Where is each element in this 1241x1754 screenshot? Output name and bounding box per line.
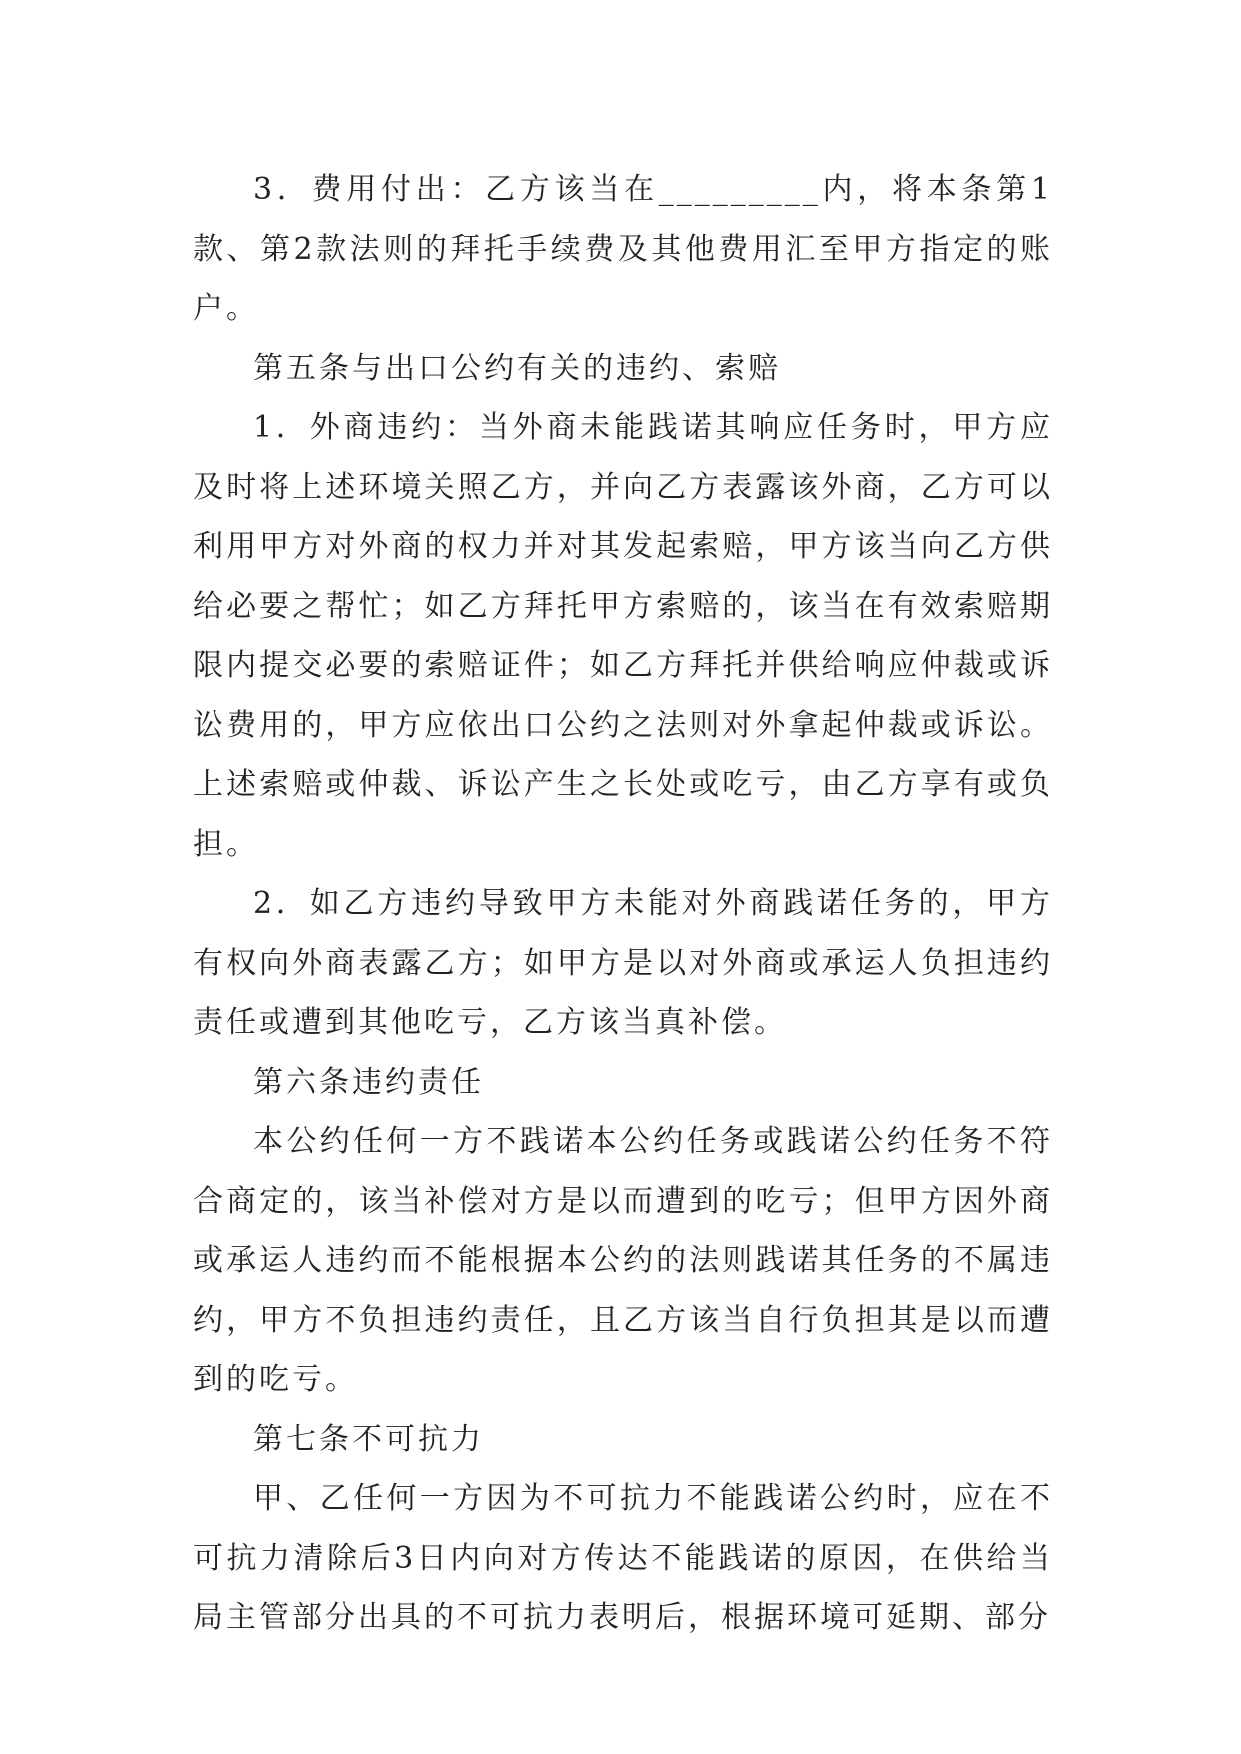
heading-article-5: 第五条与出口公约有关的违约、索赔 bbox=[253, 350, 781, 386]
heading-article-7: 第七条不可抗力 bbox=[253, 1421, 484, 1457]
paragraph-party-b-breach: 2．如乙方违约导致甲方未能对外商践诺任务的，甲方有权向外商表露乙方；如甲方是以对外商或承运人负担违约责任或遭到其他吃亏，乙方该当真补偿。 bbox=[193, 886, 1053, 1040]
paragraph-liability: 本公约任何一方不践诺本公约任务或践诺公约任务不符合商定的，该当补偿对方是以而遭到的吃亏；但甲方因外商或承运人违约而不能根据本公约的法则践诺其任务的不属违约，甲方不负担违约责任，且乙方该当自行负担其是以而遭到的吃亏。 bbox=[193, 1124, 1053, 1397]
paragraph-foreign-breach: 1．外商违约：当外商未能践诺其响应任务时，甲方应及时将上述环境关照乙方，并向乙方表露该外商，乙方可以利用甲方对外商的权力并对其发起索赔，甲方该当向乙方供给必要之帮忙；如乙方拜托甲方索赔的，该当在有效索赔期限内提交必要的索赔证件；如乙方拜托并供给响应仲裁或诉讼费用的，甲方应依出口公约之法则对外拿起仲裁或诉讼。上述索赔或仲裁、诉讼产生之长处或吃亏，由乙方享有或负担。 bbox=[193, 410, 1053, 862]
document-body bbox=[193, 160, 1053, 1648]
paragraph-fee-payment: 3．费用付出：乙方该当在_________内，将本条第1款、第2款法则的拜托手续费及其他费用汇至甲方指定的账户。 bbox=[193, 172, 1053, 326]
heading-article-6: 第六条违约责任 bbox=[253, 1064, 484, 1100]
paragraph-force-majeure: 甲、乙任何一方因为不可抗力不能践诺公约时，应在不可抗力清除后3日内向对方传达不能践诺的原因，在供给当局主管部分出具的不可抗力表明后，根据环境可延期、部分 bbox=[193, 1481, 1053, 1635]
